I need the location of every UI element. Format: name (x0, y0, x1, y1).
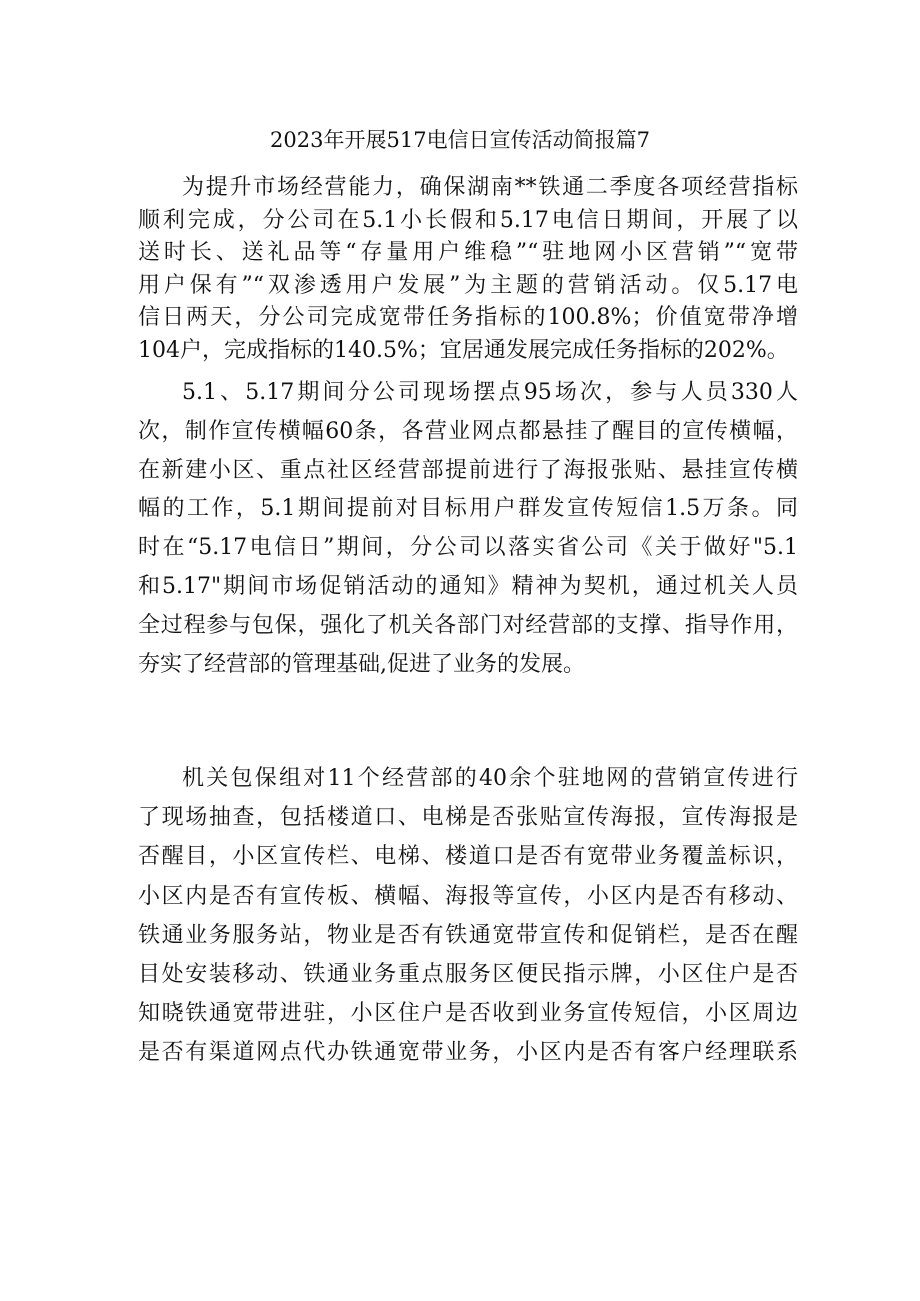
paragraph-line: 否醒目，小区宣传栏、电梯、楼道口是否有宽带业务覆盖标识， (138, 844, 798, 870)
paragraph-3 (138, 759, 798, 1073)
paragraph-line: 顺利完成，分公司在5.1小长假和5.17电信日期间，开展了以 (138, 207, 798, 233)
paragraph-line: 夯实了经营部的管理基础,促进了业务的发展。 (138, 651, 585, 677)
paragraph-line: 送时长、送礼品等“存量用户维稳”“驻地网小区营销”“宽带 (138, 240, 798, 265)
paragraph-line: 目处安装移动、铁通业务重点服务区便民指示牌，小区住户是否 (138, 961, 798, 987)
paragraph-line: 104户，完成指标的140.5%；宜居通发展完成任务指标的202%。 (138, 337, 789, 363)
paragraph-line: 在新建小区、重点社区经营部提前进行了海报张贴、悬挂宣传横 (138, 457, 798, 483)
paragraph-line: 全过程参与包保，强化了机关各部门对经营部的支撑、指导作用， (138, 612, 798, 638)
paragraph-line: 为提升市场经营能力，确保湖南**铁通二季度各项经营指标 (182, 175, 798, 200)
paragraph-line: 次，制作宣传横幅60条，各营业网点都悬挂了醒目的宣传横幅， (138, 418, 798, 444)
paragraph-line: 是否有渠道网点代办铁通宽带业务，小区内是否有客户经理联系 (138, 1040, 798, 1066)
document-title: 2023年开展517电信日宣传活动简报篇7 (270, 128, 650, 152)
paragraph-line: 用户保有”“双渗透用户发展”为主题的营销活动。仅5.17电 (138, 272, 798, 298)
paragraph-line: 和5.17"期间市场促销活动的通知》精神为契机，通过机关人员 (138, 573, 798, 599)
paragraph-line: 知晓铁通宽带进驻，小区住户是否收到业务宣传短信，小区周边 (138, 1001, 798, 1027)
paragraph-line: 时在“5.17电信日”期间，分公司以落实省公司《关于做好"5.1 (138, 535, 798, 561)
paragraph-line: 了现场抽查，包括楼道口、电梯是否张贴宣传海报，宣传海报是 (138, 805, 798, 831)
paragraph-line: 信日两天，分公司完成宽带任务指标的100.8%；价值宽带净增 (138, 305, 798, 330)
paragraph-line: 5.1、5.17期间分公司现场摆点95场次，参与人员330人 (182, 380, 798, 405)
paragraph-line: 铁通业务服务站，物业是否有铁通宽带宣传和促销栏，是否在醒 (138, 922, 798, 948)
paragraph-1 (138, 172, 798, 367)
paragraph-line: 小区内是否有宣传板、横幅、海报等宣传，小区内是否有移动、 (138, 883, 798, 909)
paragraph-line: 幅的工作，5.1期间提前对目标用户群发宣传短信1.5万条。同 (138, 496, 798, 522)
paragraph-line: 机关包保组对11个经营部的40余个驻地网的营销宣传进行 (182, 766, 798, 791)
paragraph-2 (138, 374, 798, 684)
